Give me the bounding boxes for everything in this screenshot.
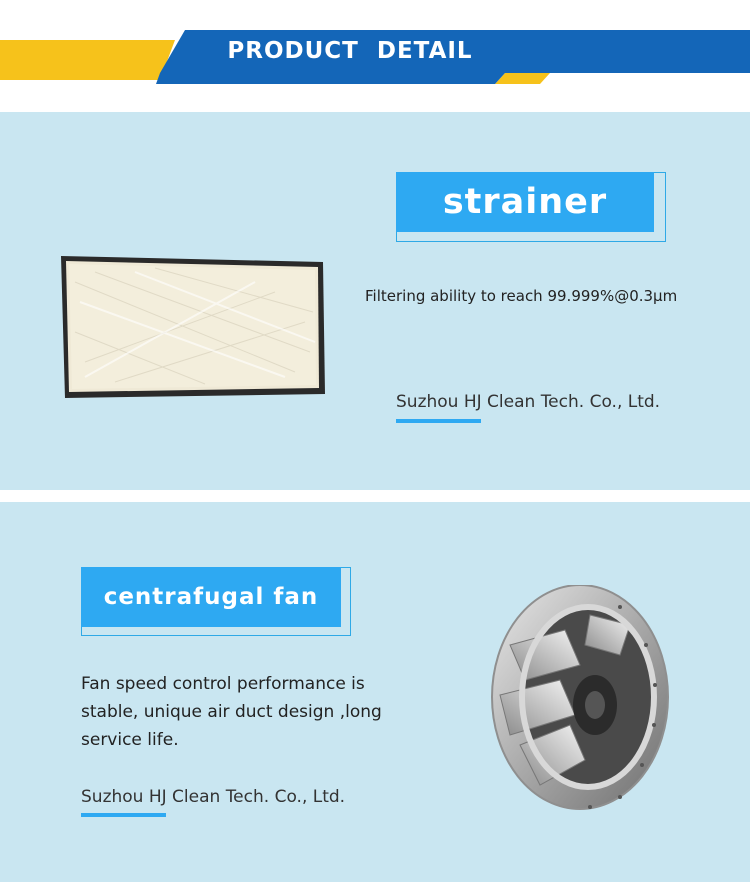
company-underline	[396, 419, 481, 423]
company-name: Suzhou HJ Clean Tech. Co., Ltd.	[81, 787, 346, 807]
centrifugal-fan-image	[470, 585, 670, 825]
fan-description: Fan speed control performance is stable, unique air duct design ,long service life.	[81, 674, 382, 750]
hepa-filter-image	[55, 252, 331, 400]
strainer-description: Filtering ability to reach 99.999%@0.3μm	[365, 287, 678, 305]
strainer-label-box	[396, 172, 666, 242]
header-banner	[0, 0, 750, 112]
company-name: Suzhou HJ Clean Tech. Co., Ltd.	[396, 392, 661, 412]
fan-label: centrafugal fan	[81, 567, 341, 627]
company-underline	[81, 813, 166, 817]
fan-label-box	[81, 567, 351, 636]
strainer-label: strainer	[396, 172, 654, 232]
page-title: PRODUCT DETAIL	[227, 38, 473, 64]
